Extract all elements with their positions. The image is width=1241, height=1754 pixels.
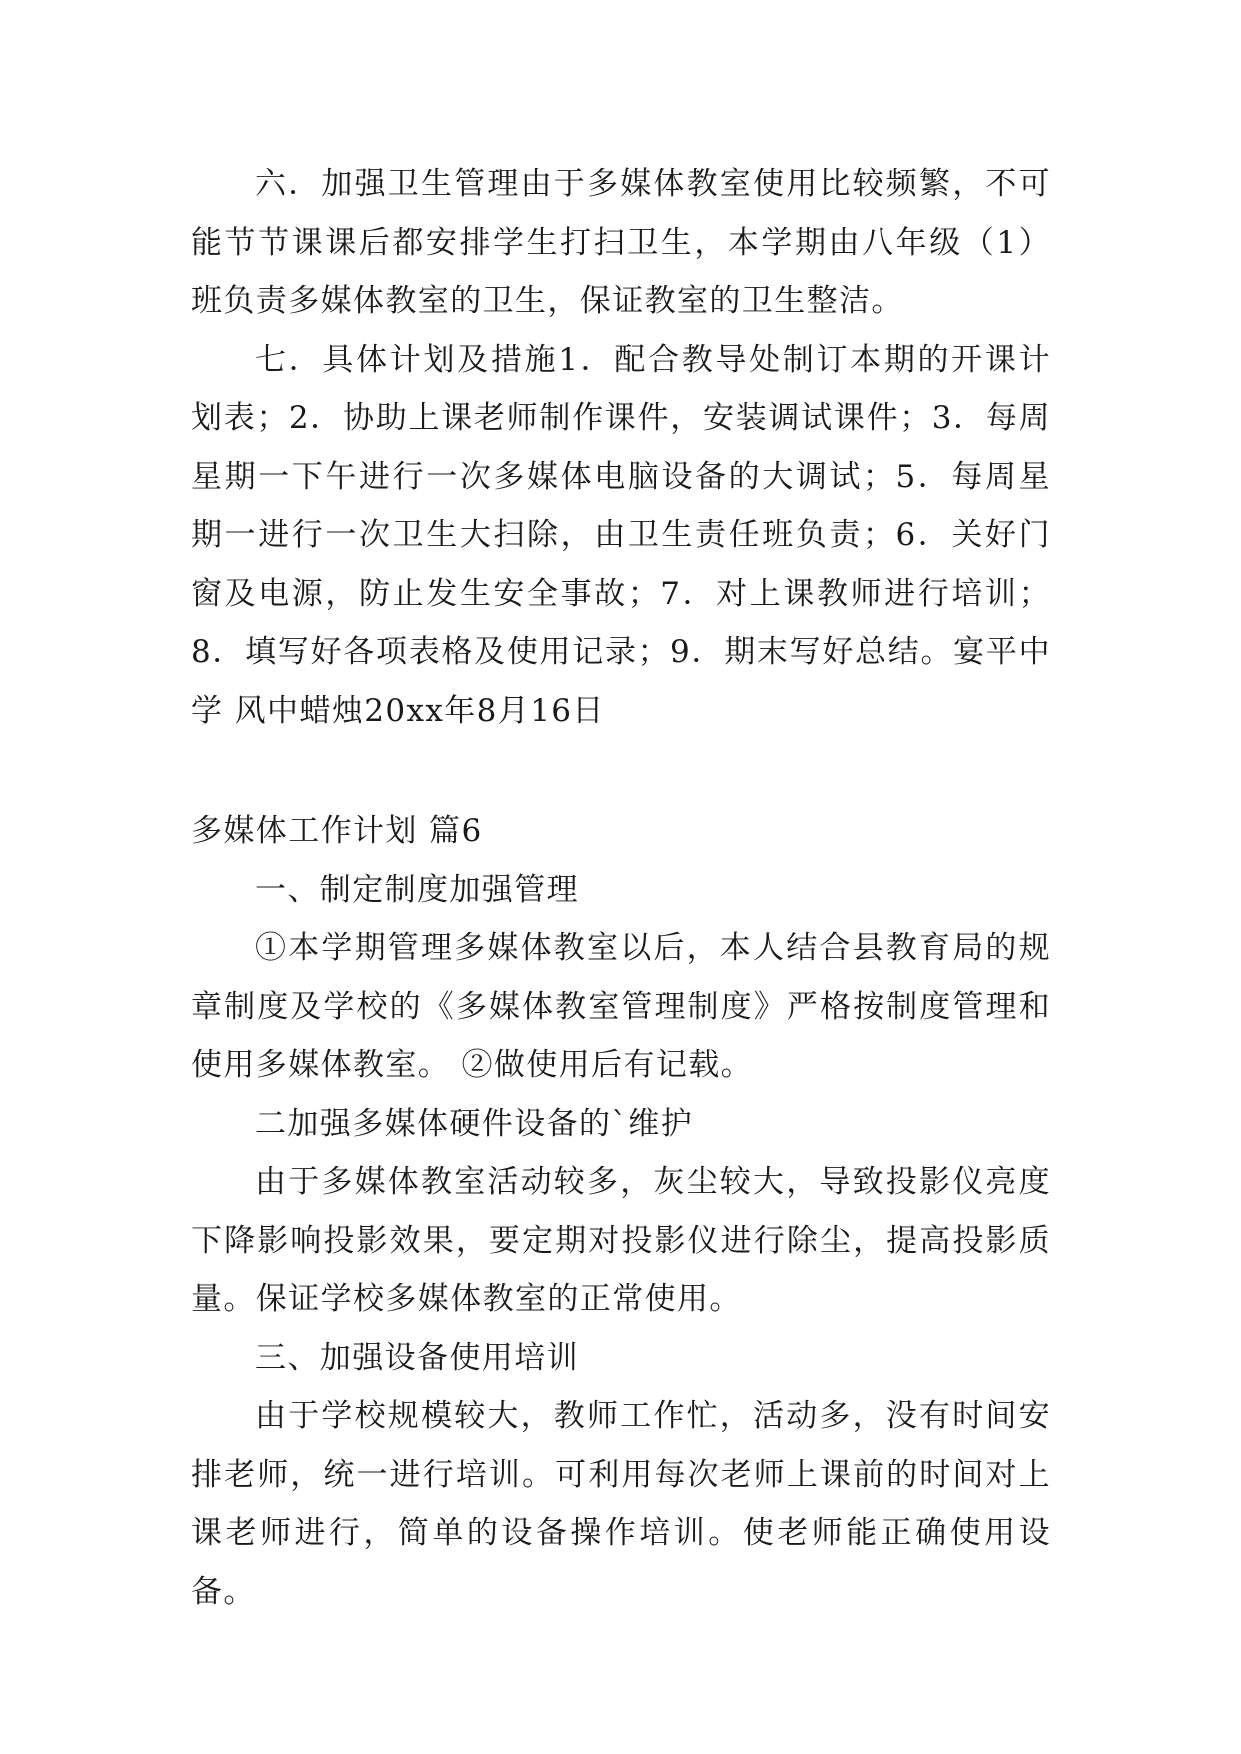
section-heading-3: 三、加强设备使用培训 [255, 1339, 579, 1376]
document-title: 多媒体工作计划 篇6 [191, 813, 483, 849]
section-body-1: ①本学期管理多媒体教室以后，本人结合县教育局的规章制度及学校的《多媒体教室管理制度》严格按制度管理和使用多媒体教室。 ②做使用后有记载。 [191, 930, 1051, 1083]
paragraph-plan-measures: 七．具体计划及措施1．配合教导处制订本期的开课计划表；2．协助上课老师制作课件，安装调试课件；3．每周星期一下午进行一次多媒体电脑设备的大调试；5．每周星期一进行一次卫生大扫除，由卫生责任班负责；6．关好门窗及电源，防止发生安全事故；7．对上课教师进行培训；8．填写好各项表格及使用记录；9．期末写好总结。宴平中学 风中蜡烛20xx年8月16日 [191, 341, 1051, 729]
document-body [191, 155, 1051, 1621]
section-body-2: 由于多媒体教室活动较多，灰尘较大，导致投影仪亮度下降影响投影效果，要定期对投影仪进行除尘，提高投影质量。保证学校多媒体教室的正常使用。 [191, 1164, 1051, 1317]
section-heading-2: 二加强多媒体硬件设备的`维护 [255, 1105, 694, 1142]
section-gap [191, 740, 1051, 802]
section-heading-1: 一、制定制度加强管理 [255, 871, 579, 908]
paragraph-hygiene: 六．加强卫生管理由于多媒体教室使用比较频繁，不可能节节课课后都安排学生打扫卫生，本学期由八年级（1）班负责多媒体教室的卫生，保证教室的卫生整洁。 [191, 166, 1051, 319]
section-body-3: 由于学校规模较大，教师工作忙，活动多，没有时间安排老师，统一进行培训。可利用每次老师上课前的时间对上课老师进行，简单的设备操作培训。使老师能正确使用设备。 [191, 1398, 1051, 1610]
